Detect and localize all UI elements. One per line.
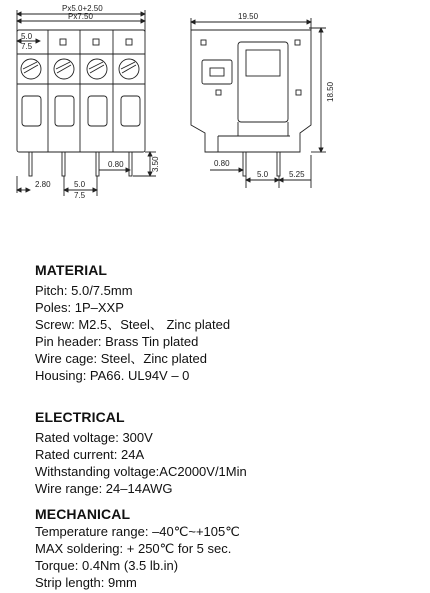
electrical-wire-range: Wire range: 24–14AWG bbox=[35, 481, 173, 496]
material-pitch: Pitch: 5.0/7.5mm bbox=[35, 283, 133, 298]
material-wire-cage: Wire cage: Steel、Zinc plated bbox=[35, 351, 207, 366]
technical-drawing bbox=[0, 0, 430, 220]
electrical-rated-current: Rated current: 24A bbox=[35, 447, 145, 462]
dim-pitch-total: Px5.0+2.50 bbox=[62, 4, 103, 13]
side-view bbox=[191, 18, 326, 188]
electrical-rated-voltage: Rated voltage: 300V bbox=[35, 430, 153, 445]
material-screw: Screw: M2.5、Steel、 Zinc plated bbox=[35, 317, 231, 332]
material-title: MATERIAL bbox=[35, 262, 108, 278]
dim-pin-length: 3.50 bbox=[151, 156, 160, 172]
dim-height: 18.50 bbox=[326, 81, 335, 102]
dim-left-top: 5.0 bbox=[21, 32, 33, 41]
side-view-labels bbox=[214, 12, 335, 179]
front-view-labels bbox=[21, 4, 160, 200]
material-poles: Poles: 1P–XXP bbox=[35, 300, 124, 315]
electrical-title: ELECTRICAL bbox=[35, 409, 125, 425]
mechanical-strip-length: Strip length: 9mm bbox=[35, 575, 137, 590]
material-housing: Housing: PA66. UL94V – 0 bbox=[35, 368, 190, 383]
dim-left-bottom: 7.5 bbox=[21, 42, 33, 51]
front-view bbox=[17, 10, 156, 196]
dim-pin-offset: 5.25 bbox=[289, 170, 305, 179]
dim-width: 19.50 bbox=[238, 12, 259, 21]
dim-pin-side: 0.80 bbox=[214, 159, 230, 168]
electrical-withstanding-voltage: Withstanding voltage:AC2000V/1Min bbox=[35, 464, 247, 479]
dim-pitch-bottom-bottom: 7.5 bbox=[74, 191, 86, 200]
mechanical-soldering: MAX soldering: + 250℃ for 5 sec. bbox=[35, 541, 232, 556]
mechanical-torque: Torque: 0.4Nm (3.5 lb.in) bbox=[35, 558, 179, 573]
dim-pin-spacing: 5.0 bbox=[257, 170, 269, 179]
dim-pin: 0.80 bbox=[108, 160, 124, 169]
dim-pitch-bottom-top: 5.0 bbox=[74, 180, 86, 189]
material-pin-header: Pin header: Brass Tin plated bbox=[35, 334, 199, 349]
mechanical-temperature: Temperature range: –40℃~+105℃ bbox=[35, 524, 240, 539]
mechanical-title: MECHANICAL bbox=[35, 506, 131, 522]
dim-offset: 2.80 bbox=[35, 180, 51, 189]
dim-pitch: Px7.50 bbox=[68, 12, 93, 21]
